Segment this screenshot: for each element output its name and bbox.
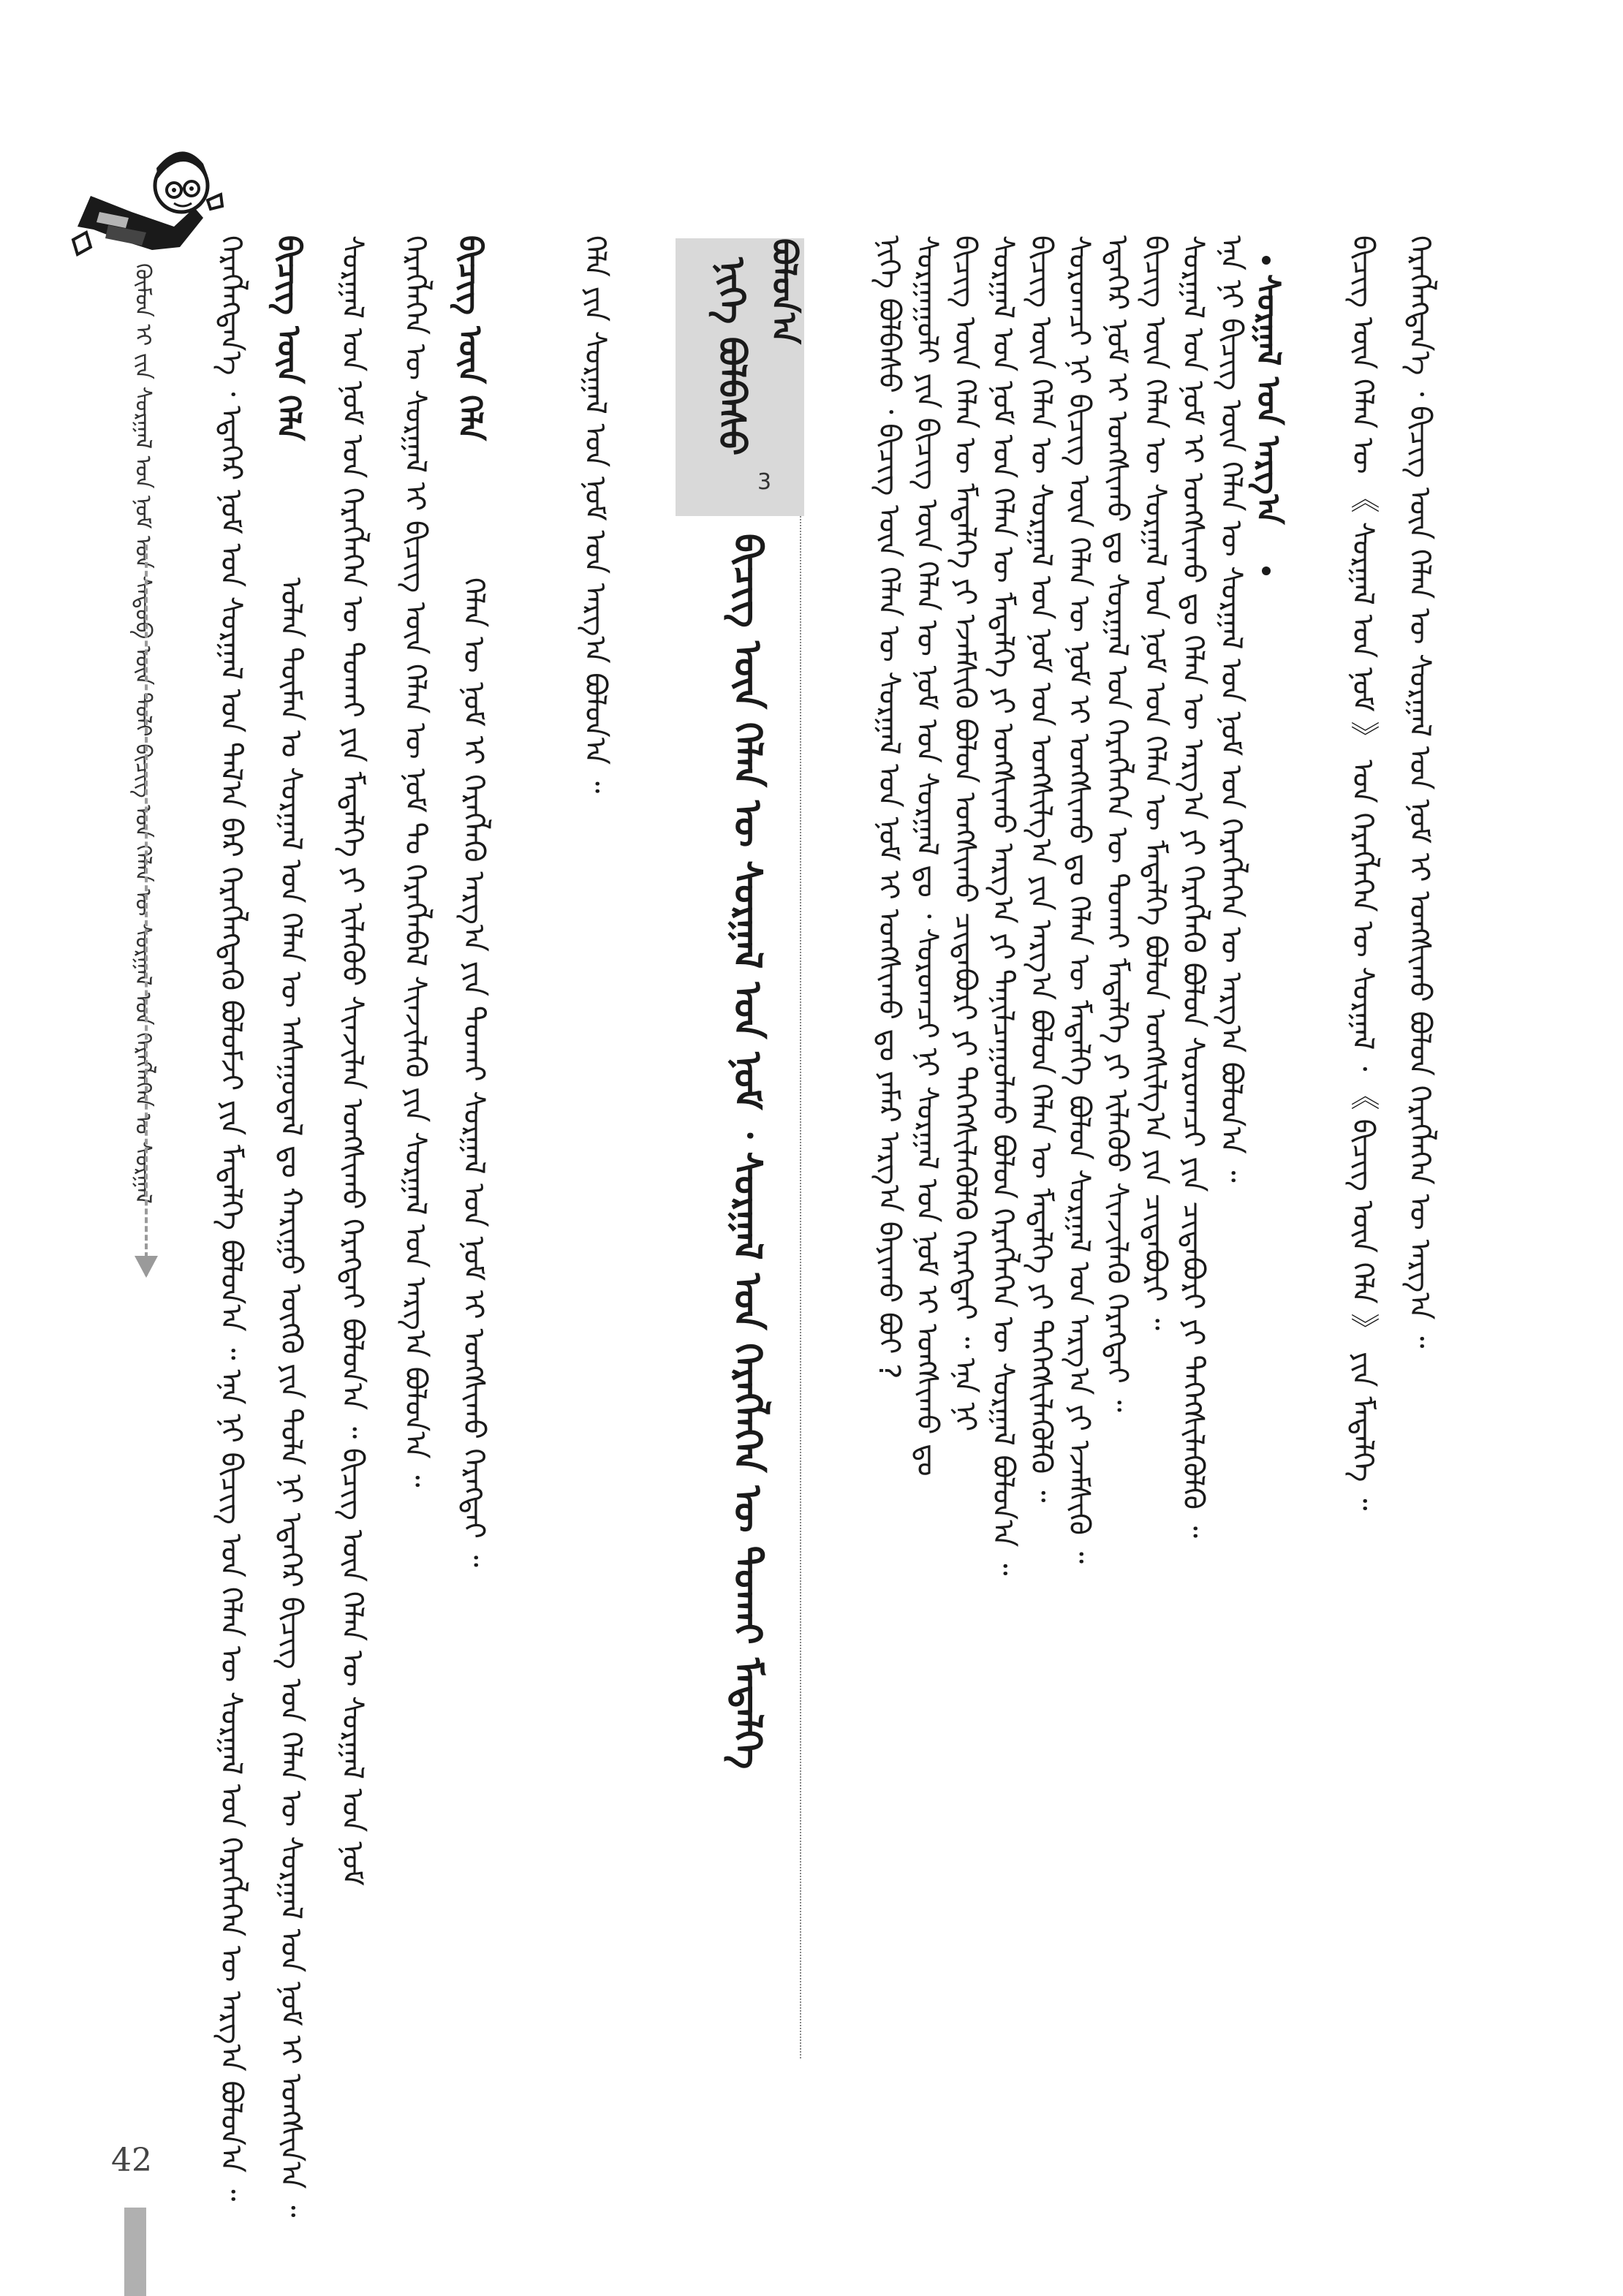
text-column-10: ᠰᠤᠷᠭᠠᠯ ᠤᠨ ᠨᠣᠮ ᠤᠨ ᠬᠡᠯᠡᠨ ᠦ ᠮᠡᠳᠡᠯᠭᠡ ᠶᠢ ᠤᠩᠰᠢᠬᠤ ᠠᠷᠭ᠎ᠠ ᠶᠢ ᠲᠠᠨᠢᠯᠴᠠᠭᠤᠯᠬᠤ ᠪᠣᠯᠤᠨ ᠬᠡᠷᠡᠭᠯᠡᠭᠡᠨ ᠦ ᠰᠤᠷᠭᠠᠯ ᠪᠣᠯᠤᠨ᠎ᠠ ᠃ xyxy=(986,235,1020,1576)
text-column-18: ᠬᠡᠷᠡᠭᠯᠡᠭᠳᠡᠨ᠎ᠡ ᠂ ᠪᠢᠴᠢᠭ ᠦᠨ ᠬᠡᠯᠡᠨ ᠦ ᠰᠤᠷᠭᠠᠯ ᠤᠨ ᠨᠣᠮ ᠢ ᠤᠩᠰᠢᠬᠤ ᠪᠣᠯᠤᠨ ᠬᠡᠷᠡᠭᠯᠡᠭᠡᠨ ᠦ ᠠᠷᠭ᠎ᠠ ᠃ xyxy=(1403,235,1437,1349)
text-column-15: ᠰᠤᠷᠭᠠᠯ ᠤᠨ ᠨᠣᠮ ᠢ ᠤᠩᠰᠢᠬᠤ ᠳᠤ ᠬᠡᠯᠡᠨ ᠦ ᠠᠷᠭ᠎ᠠ ᠶᠢ ᠬᠡᠷᠡᠭᠯᠡᠬᠦ ᠪᠣᠯᠤᠨ ᠰᠤᠷᠤᠭᠴᠢ ᠶᠢᠨ ᠴᠢᠳᠠᠪᠤᠷᠢ ᠶᠢ ᠳᠡᠭᠡᠭᠰᠢᠯᠡᠭᠦᠯᠬᠦ ᠃ xyxy=(1176,235,1210,1539)
text-column-12: ᠰᠤᠷᠤᠭᠴᠢ ᠨᠢ ᠪᠢᠴᠢᠭ ᠦᠨ ᠬᠡᠯᠡᠨ ᠦ ᠨᠣᠮ ᠢ ᠤᠩᠰᠢᠬᠤ ᠳᠤ ᠬᠡᠯᠡᠨ ᠦ ᠮᠡᠳᠡᠯᠭᠡ ᠪᠣᠯᠤᠨ ᠰᠤᠷᠭᠠᠯ ᠤᠨ ᠠᠷᠭ᠎ᠠ ᠶᠢ ᠡᠵᠡᠮᠰᠢᠬᠦ ᠃ xyxy=(1062,235,1096,1564)
text-column-11: ᠪᠢᠴᠢᠭ ᠦᠨ ᠬᠡᠯᠡᠨ ᠦ ᠰᠤᠷᠭᠠᠯ ᠤᠨ ᠨᠣᠮ ᠤᠨ ᠤᠩᠰᠢᠯᠭ᠎ᠠ ᠶᠢᠨ ᠠᠷᠭ᠎ᠠ ᠪᠣᠯᠤᠨ ᠬᠡᠯᠡᠨ ᠦ ᠮᠡᠳᠡᠯᠭᠡ ᠶᠢ ᠳᠡᠭᠡᠭᠰᠢᠯᠡᠭᠦᠯᠬᠦ ᠃ xyxy=(1024,235,1058,1503)
text-column-2: ᠣᠯᠠᠨ ᠲᠦᠮᠡᠨ ᠤ ᠰᠤᠷᠭᠠᠯ ᠤᠨ ᠬᠡᠯᠡᠨ ᠦ ᠠᠰᠠᠭᠤᠳᠠᠯ ᠳᠤ ᠬᠠᠷᠢᠭᠤ ᠥᠭᠬᠦ ᠶᠢᠨ ᠲᠤᠯᠠ ᠨᠢ ᠡᠳᠡᠭᠡᠷ ᠪᠢᠴᠢᠭ ᠤᠨ ᠬᠡᠯᠡᠨ ᠦ ᠰᠤᠷᠭᠠᠯ ᠤᠨ ᠨᠣᠮ ᠢ ᠤᠩᠰᠢᠨ᠎ᠠ ᠃ xyxy=(274,577,308,2218)
section-label: ᠨᠢᠭᠡ ᠪᠣᠯᠪᠠᠰᠤ xyxy=(711,257,753,456)
bullet-heading: ᠰᠤᠷᠭᠠᠯ ᠤᠨ ᠠᠷᠭ᠎ᠠ xyxy=(1249,274,1287,525)
bold-text-column: ᠪᠢᠴᠢᠭ ᠦᠨ ᠬᠡᠯᠡ xyxy=(451,235,488,441)
text-column-7: ᠨᠢᠭᠡ ᠪᠣᠯᠪᠠᠰᠤ ᠂ ᠪᠢᠴᠢᠭ ᠦᠨ ᠬᠡᠯᠡᠨ ᠦ ᠰᠤᠷᠭᠠᠯ ᠤᠨ ᠨᠣᠮ ᠢ ᠤᠩᠰᠢᠬᠤ ᠳᠤ ᠶᠠᠮᠠᠷ ᠠᠷᠭ᠎ᠠ ᠪᠠᠶᠢᠬᠤ ᠪᠤᠢ ? xyxy=(872,235,906,1379)
text-column-14: ᠪᠢᠴᠢᠭ ᠦᠨ ᠬᠡᠯᠡᠨ ᠦ ᠰᠤᠷᠭᠠᠯ ᠤᠨ ᠨᠣᠮ ᠤᠨ ᠬᠡᠯᠡᠨ ᠦ ᠮᠡᠳᠡᠯᠭᠡ ᠪᠣᠯᠤᠨ ᠤᠩᠰᠢᠯᠭ᠎ᠠ ᠶᠢᠨ ᠴᠢᠳᠠᠪᠤᠷᠢ ᠃ xyxy=(1138,235,1172,1330)
triangle-arrow-icon xyxy=(135,1256,158,1278)
section-divider xyxy=(800,516,801,2058)
text-column-17: ᠪᠢᠴᠢᠭ ᠦᠨ ᠬᠡᠯᠡᠨ ᠦ 《 ᠰᠤᠷᠭᠠᠯ ᠤᠨ ᠨᠣᠮ 》 ᠤᠨ ᠬᠡᠷᠡᠭᠯᠡᠭᠡᠨ ᠦ ᠰᠤᠷᠭᠠᠯ ᠂ 《 ᠪᠢᠴᠢᠭ ᠦᠨ ᠬᠡᠯᠡ 》 ᠶᠢᠨ ᠮᠡᠳᠡᠯᠭᠡ ᠃ xyxy=(1346,235,1380,1511)
text-column-6: ᠬᠡᠯᠡ ᠶᠢᠨ ᠰᠤᠷᠭᠠᠯ ᠤᠨ ᠨᠣᠮ ᠤᠨ ᠠᠷᠭ᠎ᠠ ᠪᠣᠯᠤᠨ᠎ᠠ ᠃ xyxy=(578,235,612,794)
text-column-4: ᠬᠡᠷᠡᠭᠯᠡᠭᠡᠨ ᠦ ᠰᠤᠷᠭᠠᠯ ᠢ ᠪᠢᠴᠢᠭ ᠦᠨ ᠬᠡᠯᠡᠨ ᠦ ᠨᠣᠮ ᠲᠤ ᠬᠡᠷᠡᠭᠯᠡᠪᠡᠯ ᠰᠢᠨᠵᠢᠯᠡᠬᠦ ᠶᠢᠨ ᠰᠤᠷᠭᠠᠯ ᠤᠨ ᠠᠷᠭ᠎ᠠ ᠪᠣᠯᠤᠨ᠎ᠠ ᠃ xyxy=(398,235,432,1488)
section-title-continued: ᠪᠣᠯᠤᠨ᠎ᠠ xyxy=(765,238,804,344)
running-header: ᠬᠦᠮᠦᠨ ᠢ ᠵᠢᠨ ᠰᠤᠷᠭᠠᠯ ᠤᠨ ᠨᠣᠮ ᠤᠨ ᠰᠡᠳᠦᠪ ᠦᠨ ᠲᠣᠯᠢ ᠪᠢᠴᠢᠭ ᠤᠨ ᠬᠡᠯᠡᠨ ᠦ ᠰᠤᠷᠭᠠᠯ ᠤᠨ ᠬᠡᠷᠡᠭᠯᠡᠭᠡᠨ ᠤ ᠰᠤᠷᠭᠠᠯ xyxy=(130,263,156,1204)
text-column-1: ᠬᠡᠷᠡᠭᠯᠡᠭᠳᠡᠨ᠎ᠡ ᠂ ᠡᠳᠡᠭᠡᠷ ᠨᠣᠮ ᠤᠨ ᠰᠤᠷᠭᠠᠯ ᠤᠨ ᠲᠠᠯ᠎ᠠ ᠪᠠᠷ ᠬᠡᠷᠡᠭᠯᠡᠭᠳᠡᠬᠦ ᠪᠤᠯᠤᠮᠵᠢ ᠶᠢᠨ ᠮᠡᠳᠡᠯᠭᠡ ᠪᠤᠯᠤᠨ᠎ᠠ ᠃ ᠡᠨᠡ ᠨᠢ ᠪᠢᠴᠢᠭ ᠤᠨ ᠬᠡᠯᠡᠨ ᠦ ᠰᠤᠷᠭᠠᠯ ᠤᠨ ᠬᠡᠷᠡᠭᠯᠡᠭᠡᠨ ᠦ ᠠᠷᠭ᠎ᠠ ᠪᠤᠯᠤᠨ᠎ᠠ ᠃ xyxy=(214,235,248,2202)
text-column-3: ᠰᠤᠷᠭᠠᠯ ᠤᠨ ᠨᠣᠮ ᠤᠨ ᠬᠡᠷᠡᠭᠯᠡᠭᠡᠨ ᠦ ᠲᠤᠬᠠᠢ ᠶᠢᠨ ᠮᠡᠳᠡᠯᠭᠡ ᠶᠢ ᠢᠯᠡᠭᠦᠦ ᠰᠢᠨᠵᠢᠯᠡᠨ ᠤᠩᠰᠢᠬᠤ ᠬᠡᠷᠡᠭᠲᠡᠢ ᠪᠣᠯᠤᠨ᠎ᠠ ᠃ ᠪᠢᠴᠢᠭ ᠦᠨ ᠬᠡᠯᠡᠨ ᠦ ᠰᠤᠷᠭᠠᠯ ᠤᠨ ᠨᠣᠮ xyxy=(336,235,369,1887)
text-column-9: ᠪᠢᠴᠢᠭ ᠦᠨ ᠬᠡᠯᠡᠨ ᠦ ᠮᠡᠳᠡᠯᠭᠡ ᠶᠢ ᠡᠵᠡᠮᠰᠢᠬᠦ ᠪᠣᠯᠤᠨ ᠤᠩᠰᠢᠬᠤ ᠴᠢᠳᠠᠪᠤᠷᠢ ᠶᠢ ᠳᠡᠭᠡᠭᠰᠢᠯᠡᠭᠦᠯᠬᠦ ᠬᠡᠷᠡᠭᠲᠡᠢ ᠃ ᠡᠨᠡ ᠨᠢ xyxy=(948,235,982,1432)
text-column-16: ᠡᠨᠡ ᠨᠢ ᠪᠢᠴᠢᠭ ᠦᠨ ᠬᠡᠯᠡᠨ ᠦ ᠰᠤᠷᠭᠠᠯ ᠤᠨ ᠨᠣᠮ ᠤᠨ ᠬᠡᠷᠡᠭᠯᠡᠭᠡᠨ ᠦ ᠠᠷᠭ᠎ᠠ ᠪᠣᠯᠤᠨ᠎ᠠ ᠃ xyxy=(1214,235,1248,1183)
bullet-dot xyxy=(1262,567,1271,575)
mascot-illustration xyxy=(64,130,225,284)
text-column-8: ᠰᠤᠷᠭᠠᠭᠤᠯᠢ ᠶᠢᠨ ᠪᠢᠴᠢᠭ ᠦᠨ ᠬᠡᠯᠡᠨ ᠦ ᠨᠣᠮ ᠤᠨ ᠰᠤᠷᠭᠠᠯ ᠳᠤ ᠂ ᠰᠤᠷᠤᠭᠴᠢ ᠨᠢ ᠰᠤᠷᠭᠠᠯ ᠤᠨ ᠨᠣᠮ ᠢ ᠤᠩᠰᠢᠬᠤ ᠳᠤ xyxy=(910,235,944,1477)
text-column-13: ᠡᠳᠡᠭᠡᠷ ᠨᠣᠮ ᠢ ᠤᠩᠰᠢᠬᠤ ᠳᠤ ᠰᠤᠷᠭᠠᠯ ᠤᠨ ᠬᠡᠷᠡᠭᠯᠡᠭᠡᠨ ᠦ ᠲᠤᠬᠠᠢ ᠮᠡᠳᠡᠯᠭᠡ ᠶᠢ ᠢᠯᠡᠭᠦᠦ ᠰᠢᠨᠵᠢᠯᠡᠬᠦ ᠬᠡᠷᠡᠭᠲᠡᠢ ᠃ xyxy=(1100,235,1134,1412)
section-number: 3 xyxy=(757,469,772,495)
page-edge-tab xyxy=(124,2208,146,2296)
section-title: ᠪᠢᠴᠢᠭ ᠦᠨ ᠬᠡᠯᠡᠨ ᠦ ᠰᠤᠷᠭᠠᠯ ᠤᠨ ᠨᠣᠮ ᠂ ᠰᠤᠷᠭᠠᠯ ᠤᠨ ᠬᠡᠷᠡᠭᠯᠡᠭᠡᠨ ᠦ ᠲᠤᠬᠠᠢ ᠮᠡᠳᠡᠯᠭᠡ xyxy=(725,534,769,1770)
bold-text-column: ᠪᠢᠴᠢᠭ ᠦᠨ ᠬᠡᠯᠡ xyxy=(270,235,307,441)
text-column-5: ᠬᠡᠯᠡᠨ ᠦ ᠨᠣᠮ ᠢ ᠬᠡᠷᠡᠭᠯᠡᠬᠦ ᠠᠷᠭ᠎ᠠ ᠶᠢᠨ ᠲᠤᠬᠠᠢ ᠰᠤᠷᠭᠠᠯ ᠤᠨ ᠨᠣᠮ ᠢ ᠤᠩᠰᠢᠬᠤ ᠬᠡᠷᠡᠭᠲᠡᠢ ᠃ xyxy=(457,577,491,1568)
header-dashed-line xyxy=(145,545,148,1276)
bullet-dot xyxy=(1262,256,1271,265)
page-number: 42 xyxy=(111,2142,152,2179)
